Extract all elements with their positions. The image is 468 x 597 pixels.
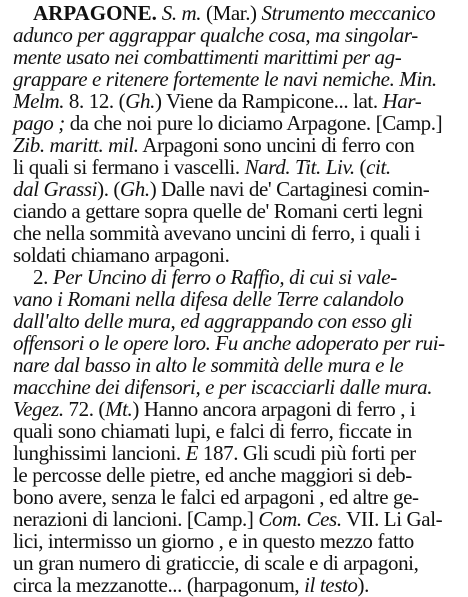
headword: ARPAGONE. [33,1,157,25]
text-run: circa la mezzanotte... (harpagonum, [13,573,305,597]
text-line [13,244,464,266]
text-line [13,24,464,46]
italic-run: macchine dei difensori, e per iscacciarli dalle mura. [13,375,433,399]
italic-run: dall'alto delle mura [13,309,171,333]
italic-run: Nard. Tit. Liv. [244,155,355,179]
italic-run: adunco per aggrappar qualche cosa, ma singolar- [13,23,418,47]
italic-run: mente usato nei combattimenti marittimi per ag- [13,45,402,69]
text-line [13,112,464,134]
italic-run: Mt. [105,397,133,421]
italic-run: E [185,441,199,465]
text-line [13,486,464,508]
text-run: Arpagoni sono uncini di ferro con [138,133,415,157]
text-run: ( [354,155,367,179]
text-line [13,266,464,288]
text-line [13,68,464,90]
text-run: che nella sommità avevano uncini di ferro, i quali i [13,221,421,245]
italic-run: cit. [366,155,391,179]
text-run: 2. [33,265,53,289]
text-run: lunghissimi lancioni. [13,441,186,465]
text-run: ) Hanno ancora arpagoni di ferro , i [132,397,416,421]
text-line [13,288,464,310]
text-line [13,398,464,420]
italic-run: Gh. [120,177,150,201]
italic-run: Zib. maritt. mil. [13,133,139,157]
italic-run: S. m. [161,1,202,25]
text-line [13,552,464,574]
italic-run: pago ; [13,111,65,135]
text-run: ) Viene da Rampicone... lat. [154,89,383,113]
text-line [13,376,464,398]
text-line [13,420,464,442]
text-line [13,46,464,68]
italic-run: Gh. [125,89,155,113]
text-line [13,156,464,178]
italic-run: dal Grassi [13,177,98,201]
italic-run: Melm. [13,89,65,113]
italic-run: Har- [382,89,422,113]
text-run: quali sono chiamati lupi, e falci di ferro, ficcate in [13,419,412,443]
text-run: 8. 12. ( [64,89,126,113]
text-line [13,442,464,464]
entry-sense-1 [13,2,464,266]
text-run: ciando a gettare sopra quelle de' Romani certi legni [13,199,423,223]
text-line [13,464,464,486]
text-run: (Mar.) [201,1,262,25]
text-run: soldati chiamano arpagoni. [13,243,230,267]
text-line [13,178,464,200]
text-run: da che noi pure lo diciamo Arpagone. [Camp.] [64,111,443,135]
text-line [13,310,464,332]
text-run: 187. Gli scudi più forti per [198,441,416,465]
text-run: nerazioni di lancioni. [Camp.] [13,507,259,531]
text-run: le percosse delle pietre, ed anche maggiori si deb- [13,463,412,487]
text-line [13,574,464,596]
italic-run: Per Uncino di ferro o Raffio, di cui si vale- [52,265,397,289]
text-line [13,332,464,354]
entry-sense-2 [13,266,464,596]
text-run: un gran numero di graticcie, di scale e di arpagoni, [13,551,419,575]
text-run: ). ( [97,177,120,201]
text-line [13,134,464,156]
italic-run: Strumento meccanico [261,1,436,25]
text-run: ) Dalle navi de' Cartaginesi comin- [149,177,430,201]
text-run: lici, intermisso un giorno , e in questo mezzo fatto [13,529,414,553]
text-run: 72. ( [63,397,106,421]
text-run: bono avere, senza le falci ed arpagoni , ed altre ge- [13,485,419,509]
text-line [13,508,464,530]
text-run: , [170,309,181,333]
text-line [13,200,464,222]
text-line [13,90,464,112]
italic-run: nare dal basso in alto le sommità delle mura e le [13,353,404,377]
text-run: li quali si fermano i vascelli. [13,155,245,179]
text-line [13,2,464,24]
text-line [13,530,464,552]
text-line [13,222,464,244]
italic-run: vano i Romani nella difesa delle Terre calandolo [13,287,404,311]
italic-run: ed aggrappando con esso gli [180,309,413,333]
text-line [13,354,464,376]
italic-run: il testo [304,573,358,597]
italic-run: Vegez. [13,397,64,421]
text-run: VII. Li Gal- [341,507,443,531]
italic-run: grappare e ritenere fortemente le navi nemiche. Min. [13,67,437,91]
italic-run: Com. Ces. [258,507,342,531]
text-run: ). [357,573,369,597]
italic-run: offensori o le opere loro. Fu anche adoperato per rui- [13,331,445,355]
